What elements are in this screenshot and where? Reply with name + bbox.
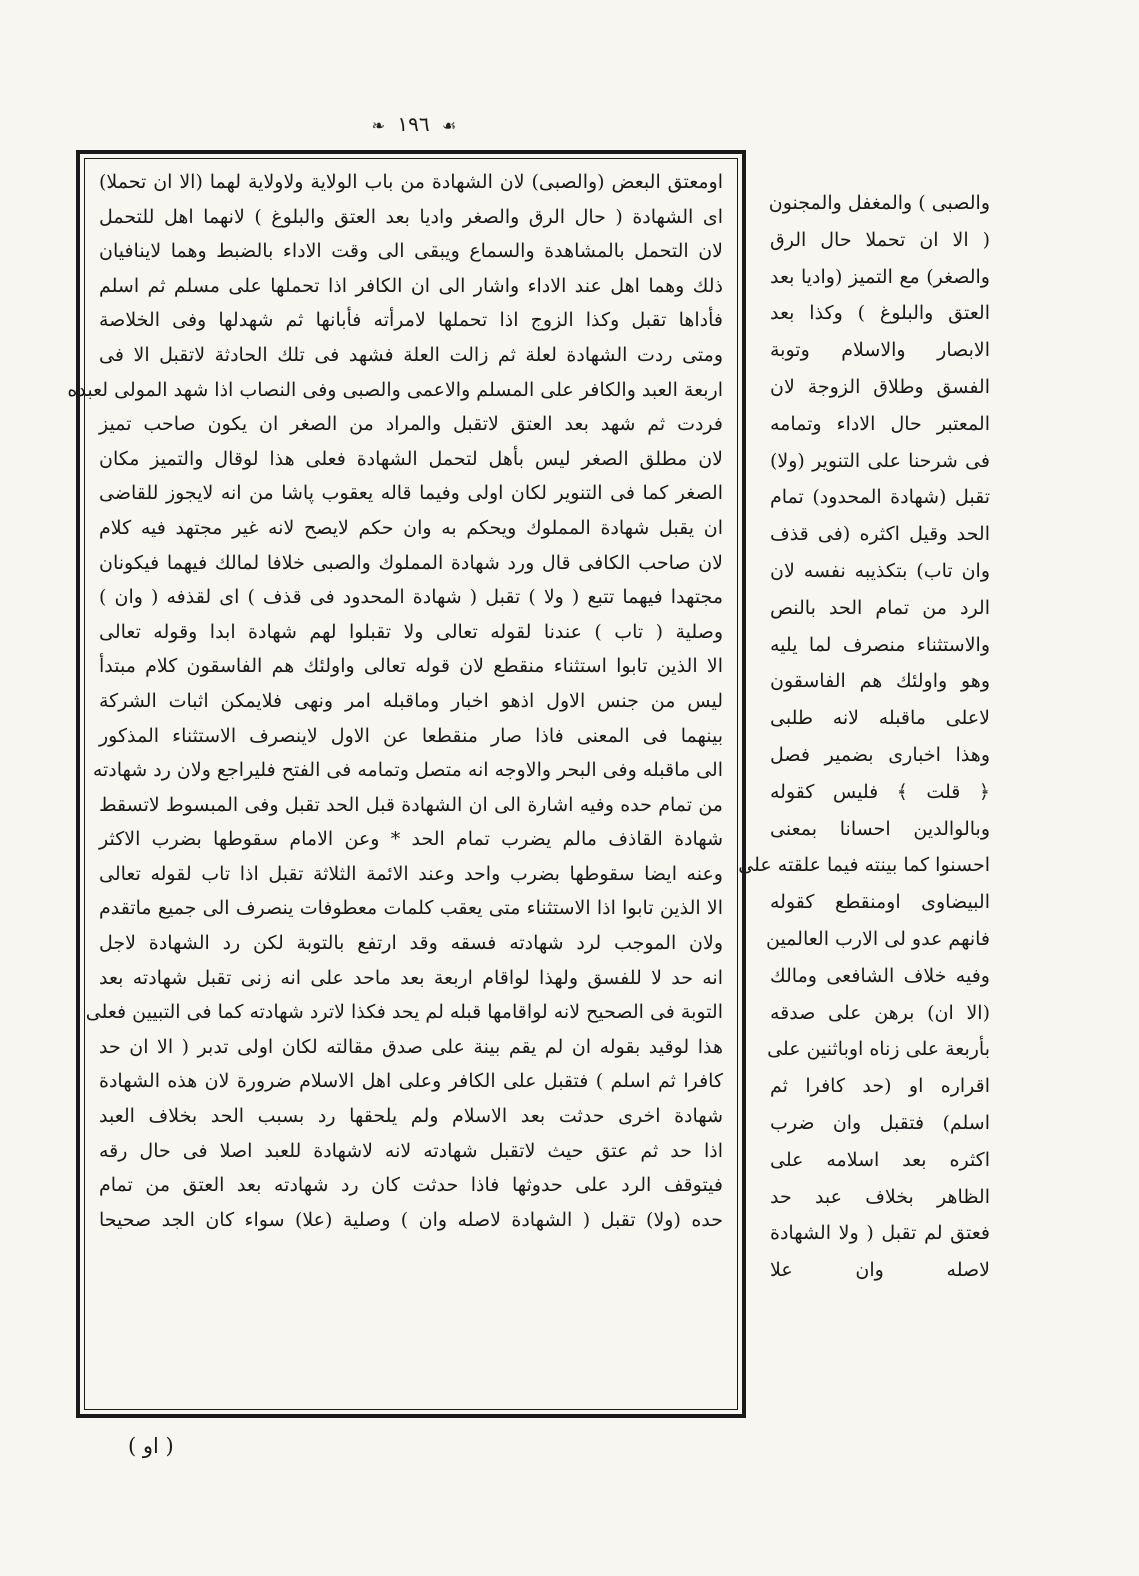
main-text-frame-inner xyxy=(67,158,738,1410)
margin-text-line: فانهم عدو لى الارب العالمين xyxy=(765,927,990,950)
main-text-line: انه حد لا للفسق ولهذا لواقام اربعة بعد ماحد على انه زنى تقبل شهادته بعد xyxy=(99,966,723,989)
margin-text-line: وبالوالدين احسانا بمعنى xyxy=(770,817,990,840)
page-number: ١٩٦ xyxy=(397,112,430,136)
margin-text-line: لاعلى ماقبله لانه طلبى xyxy=(770,707,990,730)
main-text-line: الا الذين تابوا اذا الاستثناء متى يعقب كلمات معطوفات ينصرف الى جميع ماتقدم xyxy=(99,897,723,920)
main-text-line: شهادة اخرى حدثت بعد الاسلام ولم يلحقها رد بسبب الحد بخلاف العبد xyxy=(99,1105,723,1128)
left-ornament-icon: ❧ xyxy=(371,116,386,135)
margin-text-line: الظاهر بخلاف عبد حد xyxy=(770,1185,990,1208)
main-text-line: اربعة العبد والكافر على المسلم والاعمى والصبى وفى النصاب اذا شهد المولى لعبده xyxy=(67,378,723,401)
margin-text-line: والاستثناء منصرف لما يليه xyxy=(770,633,990,656)
main-text-line: لان مطلق الصغر ليس بأهل لتحمل الشهادة فعلى هذا لوقال والتميز مكان xyxy=(99,447,723,470)
main-text-line: الا الذين تابوا استثناء منقطع لان قوله تعالى واولئك هم الفاسقون كلام مبتدأ xyxy=(99,655,723,678)
main-text-line: وعنه ايضا سقوطها بضرب واحد وعند الائمة الثلاثة تقبل اذا تاب لقوله تعالى xyxy=(99,862,723,885)
main-text-block xyxy=(67,165,723,1237)
main-text-line: الصغر كما فى التنوير لكان اولى وفيما قاله يعقوب پاشا من انه لايجوز للقاضى xyxy=(99,482,723,505)
main-text-line: اذا حد ثم عتق حيث لاتقبل شهادته لانه لاشهادة للعبد اصلا فى حال رقه xyxy=(99,1139,723,1162)
main-text-line: وصلية ( تاب ) عندنا لقوله تعالى ولا تقبلوا لهم شهادة ابدا وقوله تعالى xyxy=(99,620,723,643)
margin-text-line: فعتق لم تقبل ( ولا الشهادة xyxy=(770,1222,990,1245)
main-text-line: ان يقبل شهادة المملوك ويحكم به وان حكم لايصح لانه غير مجتهد فيه كلام xyxy=(99,516,723,539)
margin-text-line: المعتبر حال الاداء وتمامه xyxy=(770,412,990,435)
main-text-line: مجتهدا فيهما تتبع ( ولا ) تقبل ( شهادة المحدود فى قذف ) اى لقذفه ( وان ) xyxy=(99,586,723,609)
margin-text-line: (الا ان) برهن على صدقه xyxy=(770,1001,990,1024)
margin-commentary xyxy=(738,185,990,1289)
main-text-line: ومتى ردت الشهادة لعلة ثم زالت العلة فشهد فى تلك الحادثة لاتقبل الا فى xyxy=(99,343,723,366)
main-text-line: لان صاحب الكافى قال ورد شهادة المملوك والصبى خلافا لمالك فيهما فيكونان xyxy=(99,551,723,574)
right-ornament-icon: ☙ xyxy=(442,116,457,135)
main-text-line: ذلك وهما اهل عند الاداء واشار الى ان الكافر اذا تحملها على مسلم ثم اسلم xyxy=(99,274,723,297)
margin-text-line: احسنوا كما بينته فيما علقته على xyxy=(738,854,990,877)
main-text-line: فيتوقف الرد على حدوثها فاذا حدثت كان رد شهادته بعد العتق من تمام xyxy=(99,1174,723,1197)
margin-text-line: وفيه خلاف الشافعى ومالك xyxy=(770,964,990,987)
main-text-line: فردت ثم شهد بعد العتق لاتقبل والمراد من الصغر ان يكون صاحب تميز xyxy=(99,413,723,436)
margin-text-line: اكثره بعد اسلامه على xyxy=(770,1148,990,1171)
margin-text-line: بأربعة على زناه اوباثنين على xyxy=(767,1038,990,1061)
margin-text-line: الحد وقيل اكثره (فى قذف xyxy=(770,523,990,546)
catchword: ( او ) xyxy=(128,1434,174,1458)
main-text-line: فأداها تقبل وكذا الزوج اذا تحملها لامرأته فأبانها ثم شهدلها وفى الخلاصة xyxy=(99,309,723,332)
margin-text-line: لاصله وان علا xyxy=(770,1259,990,1282)
page-header xyxy=(0,112,828,136)
margin-text-line: وان تاب) بتكذيبه نفسه لان xyxy=(770,559,990,582)
main-text-line: لان التحمل بالمشاهدة والسماع ويبقى الى وقت الاداء بالضبط وهما لاينافيان xyxy=(99,240,723,263)
margin-text-line: الابصار والاسلام وتوبة xyxy=(770,339,990,362)
margin-text-line: البيضاوى اومنقطع كقوله xyxy=(770,891,990,914)
margin-text-line: الفسق وطلاق الزوجة لان xyxy=(770,375,990,398)
margin-text-line: فى شرحنا على التنوير (ولا) xyxy=(770,449,990,472)
main-text-line: كافرا ثم اسلم ) فتقبل على الكافر وعلى اهل الاسلام ضرورة لان هذه الشهادة xyxy=(99,1070,723,1093)
main-text-line: بينهما فى المعنى فاذا صار منقطعا عن الاول لاينصرف الاستثناء المذكور xyxy=(99,724,723,747)
main-text-line: ولان الموجب لرد شهادته فسقه وقد ارتفع بالتوبة لكن رد الشهادة لاجل xyxy=(99,932,723,955)
margin-text-line: ﴿ قلت ﴾ فليس كقوله xyxy=(770,780,990,803)
main-text-line: اومعتق البعض (والصبى) لان الشهادة من باب الولاية ولاولاية لهما (الا ان تحملا) xyxy=(99,171,723,193)
main-text-line: اى الشهادة ( حال الرق والصغر واديا بعد العتق والبلوغ ) لانهما اهل للتحمل xyxy=(99,205,723,228)
main-text-line: هذا لوقيد بقوله ان لم يقم بينة على صدق مقالته لكان اولى تدبر ( الا ان حد xyxy=(99,1035,723,1058)
margin-text-line: ( الا ان تحملا حال الرق xyxy=(770,228,990,251)
margin-text-line: العتق والبلوغ ) وكذا بعد xyxy=(770,302,990,325)
main-text-line: الى ماقبله وفى البحر والاوجه انه متصل وتمامه فى الفتح فليراجع ولان رد شهادته xyxy=(92,759,723,782)
margin-text-line: الرد من تمام الحد بالنص xyxy=(770,596,990,619)
margin-text-line: اسلم) فتقبل وان ضرب xyxy=(770,1111,990,1134)
main-text-line: التوبة فى الصحيح لانه لواقامها قبله لم يحد فكذا لاترد شهادته كما فى التبيين فعلى xyxy=(85,1001,723,1024)
margin-text-line: وهو واولئك هم الفاسقون xyxy=(770,670,990,693)
margin-text-line: تقبل (شهادة المحدود) تمام xyxy=(770,486,990,509)
main-text-frame xyxy=(67,150,746,1418)
main-text-line: حده (ولا) تقبل ( الشهادة لاصله وان ) وصلية (علا) سواء كان الجد صحيحا xyxy=(99,1208,723,1231)
main-text-line: من تمام حده وفيه اشارة الى ان الشهادة قبل الحد تقبل وفى المبسوط لاتسقط xyxy=(99,793,723,816)
margin-text-line: اقراره او (حد كافرا ثم xyxy=(770,1075,990,1098)
main-text-line: ليس من جنس الاول اذهو اخبار وماقبله امر ونهى فلايمكن اثبات الشركة xyxy=(99,689,723,712)
main-text-line: شهادة القاذف مالم يضرب تمام الحد * وعن الامام سقوطها بضرب الاكثر xyxy=(99,828,723,851)
margin-text-line: وهذا اخبارى بضمير فصل xyxy=(770,743,990,766)
margin-text-line: والصغر) مع التميز (واديا بعد xyxy=(770,265,990,288)
margin-text-line: والصبى ) والمغفل والمجنون xyxy=(768,192,990,214)
